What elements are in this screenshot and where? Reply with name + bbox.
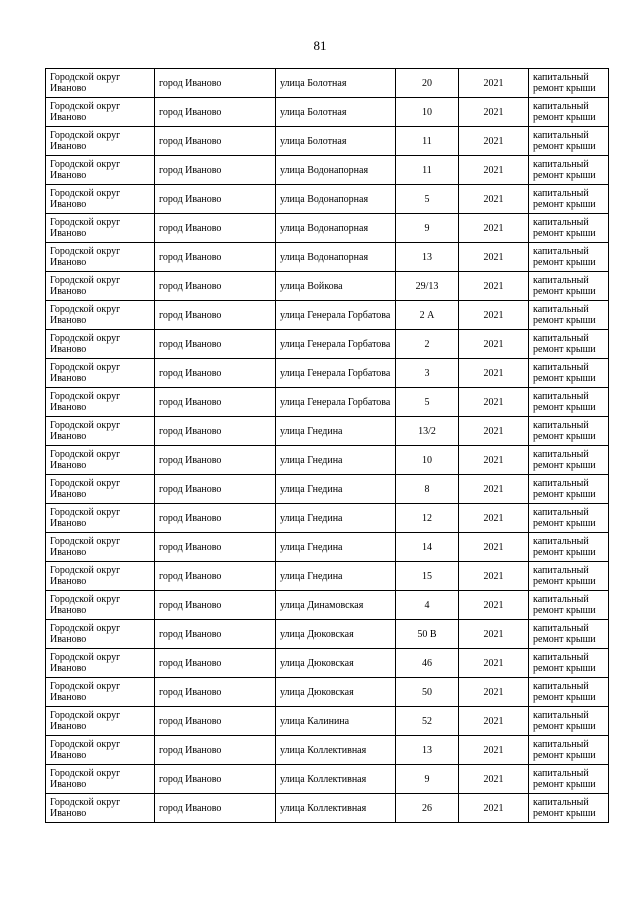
year-cell: 2021	[459, 591, 529, 620]
house-number-cell: 50 В	[396, 620, 459, 649]
street-cell: улица Водонапорная	[276, 243, 396, 272]
work-type-cell: капитальный ремонт крыши	[529, 359, 609, 388]
work-type-cell: капитальный ремонт крыши	[529, 649, 609, 678]
table-row	[46, 794, 609, 823]
city-cell: город Иваново	[155, 301, 276, 330]
house-number-cell: 14	[396, 533, 459, 562]
work-type-cell: капитальный ремонт крыши	[529, 301, 609, 330]
work-type-cell: капитальный ремонт крыши	[529, 707, 609, 736]
district-cell: Городской округ Иваново	[46, 765, 155, 794]
city-cell: город Иваново	[155, 156, 276, 185]
table-row	[46, 562, 609, 591]
work-type-cell: капитальный ремонт крыши	[529, 127, 609, 156]
work-type-cell: капитальный ремонт крыши	[529, 533, 609, 562]
year-cell: 2021	[459, 620, 529, 649]
street-cell: улица Дюковская	[276, 649, 396, 678]
work-type-cell: капитальный ремонт крыши	[529, 330, 609, 359]
table-row	[46, 504, 609, 533]
street-cell: улица Гнедина	[276, 446, 396, 475]
street-cell: улица Гнедина	[276, 562, 396, 591]
table-row	[46, 98, 609, 127]
city-cell: город Иваново	[155, 446, 276, 475]
page-number: 81	[313, 38, 327, 53]
house-number-cell: 4	[396, 591, 459, 620]
district-cell: Городской округ Иваново	[46, 388, 155, 417]
street-cell: улица Коллективная	[276, 736, 396, 765]
table-row	[46, 156, 609, 185]
year-cell: 2021	[459, 707, 529, 736]
district-cell: Городской округ Иваново	[46, 243, 155, 272]
year-cell: 2021	[459, 475, 529, 504]
year-cell: 2021	[459, 794, 529, 823]
work-type-cell: капитальный ремонт крыши	[529, 156, 609, 185]
work-type-cell: капитальный ремонт крыши	[529, 69, 609, 98]
house-number-cell: 3	[396, 359, 459, 388]
table-row	[46, 214, 609, 243]
year-cell: 2021	[459, 446, 529, 475]
buildings-table	[45, 68, 609, 823]
year-cell: 2021	[459, 533, 529, 562]
house-number-cell: 2	[396, 330, 459, 359]
district-cell: Городской округ Иваново	[46, 185, 155, 214]
city-cell: город Иваново	[155, 591, 276, 620]
year-cell: 2021	[459, 504, 529, 533]
table-row	[46, 533, 609, 562]
house-number-cell: 26	[396, 794, 459, 823]
district-cell: Городской округ Иваново	[46, 301, 155, 330]
table-row	[46, 736, 609, 765]
house-number-cell: 5	[396, 388, 459, 417]
city-cell: город Иваново	[155, 678, 276, 707]
work-type-cell: капитальный ремонт крыши	[529, 736, 609, 765]
year-cell: 2021	[459, 185, 529, 214]
table-row	[46, 707, 609, 736]
district-cell: Городской округ Иваново	[46, 446, 155, 475]
district-cell: Городской округ Иваново	[46, 475, 155, 504]
table-row	[46, 69, 609, 98]
city-cell: город Иваново	[155, 417, 276, 446]
house-number-cell: 46	[396, 649, 459, 678]
street-cell: улица Гнедина	[276, 475, 396, 504]
city-cell: город Иваново	[155, 562, 276, 591]
year-cell: 2021	[459, 678, 529, 707]
city-cell: город Иваново	[155, 359, 276, 388]
city-cell: город Иваново	[155, 504, 276, 533]
work-type-cell: капитальный ремонт крыши	[529, 475, 609, 504]
work-type-cell: капитальный ремонт крыши	[529, 765, 609, 794]
house-number-cell: 13	[396, 736, 459, 765]
table-row	[46, 388, 609, 417]
street-cell: улица Болотная	[276, 127, 396, 156]
work-type-cell: капитальный ремонт крыши	[529, 272, 609, 301]
city-cell: город Иваново	[155, 214, 276, 243]
table-row	[46, 591, 609, 620]
city-cell: город Иваново	[155, 98, 276, 127]
city-cell: город Иваново	[155, 185, 276, 214]
house-number-cell: 5	[396, 185, 459, 214]
street-cell: улица Дюковская	[276, 678, 396, 707]
table-row	[46, 243, 609, 272]
city-cell: город Иваново	[155, 533, 276, 562]
year-cell: 2021	[459, 562, 529, 591]
district-cell: Городской округ Иваново	[46, 591, 155, 620]
year-cell: 2021	[459, 359, 529, 388]
city-cell: город Иваново	[155, 69, 276, 98]
work-type-cell: капитальный ремонт крыши	[529, 504, 609, 533]
work-type-cell: капитальный ремонт крыши	[529, 185, 609, 214]
table-body	[46, 69, 609, 823]
district-cell: Городской округ Иваново	[46, 359, 155, 388]
house-number-cell: 8	[396, 475, 459, 504]
house-number-cell: 10	[396, 98, 459, 127]
street-cell: улица Генерала Горбатова	[276, 301, 396, 330]
street-cell: улица Дюковская	[276, 620, 396, 649]
street-cell: улица Генерала Горбатова	[276, 388, 396, 417]
district-cell: Городской округ Иваново	[46, 562, 155, 591]
table-row	[46, 620, 609, 649]
table-row	[46, 678, 609, 707]
house-number-cell: 13	[396, 243, 459, 272]
street-cell: улица Болотная	[276, 98, 396, 127]
year-cell: 2021	[459, 156, 529, 185]
house-number-cell: 11	[396, 127, 459, 156]
city-cell: город Иваново	[155, 736, 276, 765]
city-cell: город Иваново	[155, 475, 276, 504]
table-row	[46, 765, 609, 794]
year-cell: 2021	[459, 301, 529, 330]
district-cell: Городской округ Иваново	[46, 678, 155, 707]
table-row	[46, 649, 609, 678]
work-type-cell: капитальный ремонт крыши	[529, 446, 609, 475]
street-cell: улица Генерала Горбатова	[276, 330, 396, 359]
work-type-cell: капитальный ремонт крыши	[529, 794, 609, 823]
district-cell: Городской округ Иваново	[46, 127, 155, 156]
district-cell: Городской округ Иваново	[46, 649, 155, 678]
work-type-cell: капитальный ремонт крыши	[529, 620, 609, 649]
street-cell: улица Водонапорная	[276, 214, 396, 243]
street-cell: улица Войкова	[276, 272, 396, 301]
table-row	[46, 359, 609, 388]
year-cell: 2021	[459, 69, 529, 98]
work-type-cell: капитальный ремонт крыши	[529, 591, 609, 620]
city-cell: город Иваново	[155, 649, 276, 678]
work-type-cell: капитальный ремонт крыши	[529, 98, 609, 127]
city-cell: город Иваново	[155, 243, 276, 272]
district-cell: Городской округ Иваново	[46, 330, 155, 359]
house-number-cell: 11	[396, 156, 459, 185]
year-cell: 2021	[459, 330, 529, 359]
year-cell: 2021	[459, 127, 529, 156]
district-cell: Городской округ Иваново	[46, 156, 155, 185]
house-number-cell: 50	[396, 678, 459, 707]
street-cell: улица Болотная	[276, 69, 396, 98]
district-cell: Городской округ Иваново	[46, 533, 155, 562]
city-cell: город Иваново	[155, 794, 276, 823]
table-row	[46, 330, 609, 359]
district-cell: Городской округ Иваново	[46, 707, 155, 736]
street-cell: улица Коллективная	[276, 765, 396, 794]
house-number-cell: 2 А	[396, 301, 459, 330]
street-cell: улица Динамовская	[276, 591, 396, 620]
work-type-cell: капитальный ремонт крыши	[529, 388, 609, 417]
street-cell: улица Гнедина	[276, 533, 396, 562]
house-number-cell: 10	[396, 446, 459, 475]
work-type-cell: капитальный ремонт крыши	[529, 243, 609, 272]
city-cell: город Иваново	[155, 272, 276, 301]
street-cell: улица Гнедина	[276, 417, 396, 446]
district-cell: Городской округ Иваново	[46, 98, 155, 127]
house-number-cell: 9	[396, 765, 459, 794]
work-type-cell: капитальный ремонт крыши	[529, 214, 609, 243]
street-cell: улица Генерала Горбатова	[276, 359, 396, 388]
year-cell: 2021	[459, 765, 529, 794]
city-cell: город Иваново	[155, 388, 276, 417]
year-cell: 2021	[459, 272, 529, 301]
street-cell: улица Водонапорная	[276, 156, 396, 185]
table-row	[46, 417, 609, 446]
work-type-cell: капитальный ремонт крыши	[529, 562, 609, 591]
district-cell: Городской округ Иваново	[46, 794, 155, 823]
house-number-cell: 52	[396, 707, 459, 736]
street-cell: улица Водонапорная	[276, 185, 396, 214]
year-cell: 2021	[459, 736, 529, 765]
table-row	[46, 127, 609, 156]
house-number-cell: 20	[396, 69, 459, 98]
table-row	[46, 475, 609, 504]
street-cell: улица Гнедина	[276, 504, 396, 533]
house-number-cell: 9	[396, 214, 459, 243]
district-cell: Городской округ Иваново	[46, 504, 155, 533]
city-cell: город Иваново	[155, 620, 276, 649]
year-cell: 2021	[459, 214, 529, 243]
year-cell: 2021	[459, 417, 529, 446]
table-row	[46, 446, 609, 475]
district-cell: Городской округ Иваново	[46, 214, 155, 243]
city-cell: город Иваново	[155, 127, 276, 156]
district-cell: Городской округ Иваново	[46, 620, 155, 649]
house-number-cell: 13/2	[396, 417, 459, 446]
year-cell: 2021	[459, 649, 529, 678]
city-cell: город Иваново	[155, 765, 276, 794]
city-cell: город Иваново	[155, 330, 276, 359]
house-number-cell: 12	[396, 504, 459, 533]
table-row	[46, 272, 609, 301]
year-cell: 2021	[459, 243, 529, 272]
house-number-cell: 15	[396, 562, 459, 591]
year-cell: 2021	[459, 388, 529, 417]
house-number-cell: 29/13	[396, 272, 459, 301]
district-cell: Городской округ Иваново	[46, 69, 155, 98]
district-cell: Городской округ Иваново	[46, 736, 155, 765]
district-cell: Городской округ Иваново	[46, 272, 155, 301]
city-cell: город Иваново	[155, 707, 276, 736]
year-cell: 2021	[459, 98, 529, 127]
street-cell: улица Калинина	[276, 707, 396, 736]
street-cell: улица Коллективная	[276, 794, 396, 823]
table-row	[46, 301, 609, 330]
work-type-cell: капитальный ремонт крыши	[529, 417, 609, 446]
district-cell: Городской округ Иваново	[46, 417, 155, 446]
work-type-cell: капитальный ремонт крыши	[529, 678, 609, 707]
table-row	[46, 185, 609, 214]
